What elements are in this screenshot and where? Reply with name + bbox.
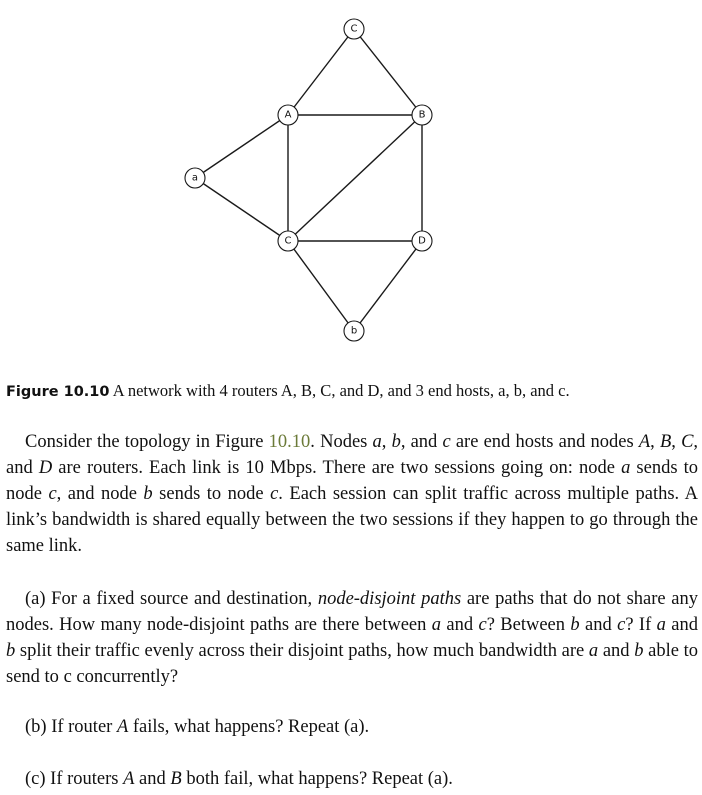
text-run: . Each session can split traffic across multiple paths. A link’s bandwidth is shared equally between the two sessions if they happen to go through the same link. — [6, 484, 698, 556]
node-b — [344, 321, 364, 341]
node-label: D — [418, 235, 426, 247]
math-var: c — [617, 615, 626, 635]
text-run: and — [134, 769, 171, 789]
text-run: both fail, what happens? Repeat (a). — [181, 769, 453, 789]
math-var: a — [431, 615, 442, 635]
text-run: are end hosts and nodes — [450, 432, 639, 452]
math-var: c — [48, 484, 57, 504]
figure-caption-text: A network with 4 routers A, B, C, and D, and 3 end hosts, a, b, and c. — [109, 381, 570, 400]
math-var: D — [38, 458, 53, 478]
text-run: sends to node — [6, 458, 698, 504]
link-c-top-A — [288, 29, 354, 115]
text-run: , and — [400, 432, 443, 452]
text-run: and — [579, 615, 618, 635]
math-var: c — [270, 484, 279, 504]
text-run: sends to node — [152, 484, 271, 504]
text-run: and — [598, 641, 635, 661]
figure-caption — [6, 380, 696, 403]
node-a — [185, 168, 205, 188]
math-var: c — [478, 615, 487, 635]
node-label: C — [350, 23, 358, 35]
link-a-A — [195, 115, 288, 178]
text-run: , — [671, 432, 682, 452]
text-run: are paths that do not share any nodes. How many node-disjoint paths are there between — [6, 589, 698, 635]
text-run: (c) If routers — [25, 769, 124, 789]
math-var: A — [638, 432, 651, 452]
text-run: (b) If router — [25, 717, 117, 737]
text-run: , and — [6, 432, 699, 478]
node-B — [412, 105, 432, 125]
link-B-C — [288, 115, 422, 241]
node-label: A — [284, 109, 292, 121]
text-run: . Nodes — [310, 432, 373, 452]
text-run: Consider the topology in Figure — [25, 432, 269, 452]
problem-statement — [6, 429, 698, 559]
node-D — [412, 231, 432, 251]
text-run: and — [441, 615, 479, 635]
node-A — [278, 105, 298, 125]
math-var: b — [6, 641, 16, 661]
network-topology-figure — [0, 0, 702, 360]
math-var: B — [170, 769, 182, 789]
term-emphasis: node-disjoint paths — [317, 589, 462, 609]
text-run: concurrently? — [71, 667, 179, 687]
question-part-b — [6, 714, 698, 740]
text-run: , — [381, 432, 392, 452]
math-var: b — [391, 432, 401, 452]
link-c-top-B — [354, 29, 422, 115]
network-links — [195, 29, 422, 331]
link-C-b — [288, 241, 354, 331]
math-var: a — [621, 458, 631, 478]
text-run: and — [665, 615, 698, 635]
math-var: b — [570, 615, 580, 635]
node-label: C — [284, 235, 292, 247]
text-run: split their traffic evenly across their disjoint paths, how much bandwidth are — [15, 641, 589, 661]
text-run: fails, what happens? Repeat (a). — [128, 717, 370, 737]
math-var: A — [123, 769, 135, 789]
math-var: b — [143, 484, 153, 504]
question-part-a — [6, 586, 698, 690]
network-nodes — [185, 19, 432, 341]
text-run: , and node — [56, 484, 144, 504]
figure-reference-link[interactable]: 10.10 — [268, 432, 311, 452]
math-var: C — [681, 432, 694, 452]
figure-caption-label: Figure 10.10 — [6, 384, 110, 400]
text-run: are routers. Each link is 10 Mbps. There are two sessions going on: node — [52, 458, 622, 478]
link-D-b — [354, 241, 422, 331]
math-var: c — [442, 432, 451, 452]
math-var: b — [634, 641, 644, 661]
math-var: B — [659, 432, 672, 452]
math-var: a — [656, 615, 666, 635]
math-var: a — [588, 641, 599, 661]
node-label: a — [191, 172, 199, 184]
text-run: (a) For a fixed source and destination, — [25, 589, 318, 609]
node-c-top — [344, 19, 364, 39]
text-run: able to send to — [6, 641, 698, 687]
node-C — [278, 231, 298, 251]
math-var: A — [116, 717, 129, 737]
question-part-c — [6, 766, 698, 792]
link-a-C — [195, 178, 288, 241]
text-run: ? If — [625, 615, 657, 635]
math-var: a — [372, 432, 382, 452]
text-run: c — [63, 667, 72, 687]
text-run: ? Between — [486, 615, 571, 635]
text-run: , — [650, 432, 660, 452]
node-label: b — [350, 325, 358, 337]
node-label: B — [418, 109, 426, 121]
